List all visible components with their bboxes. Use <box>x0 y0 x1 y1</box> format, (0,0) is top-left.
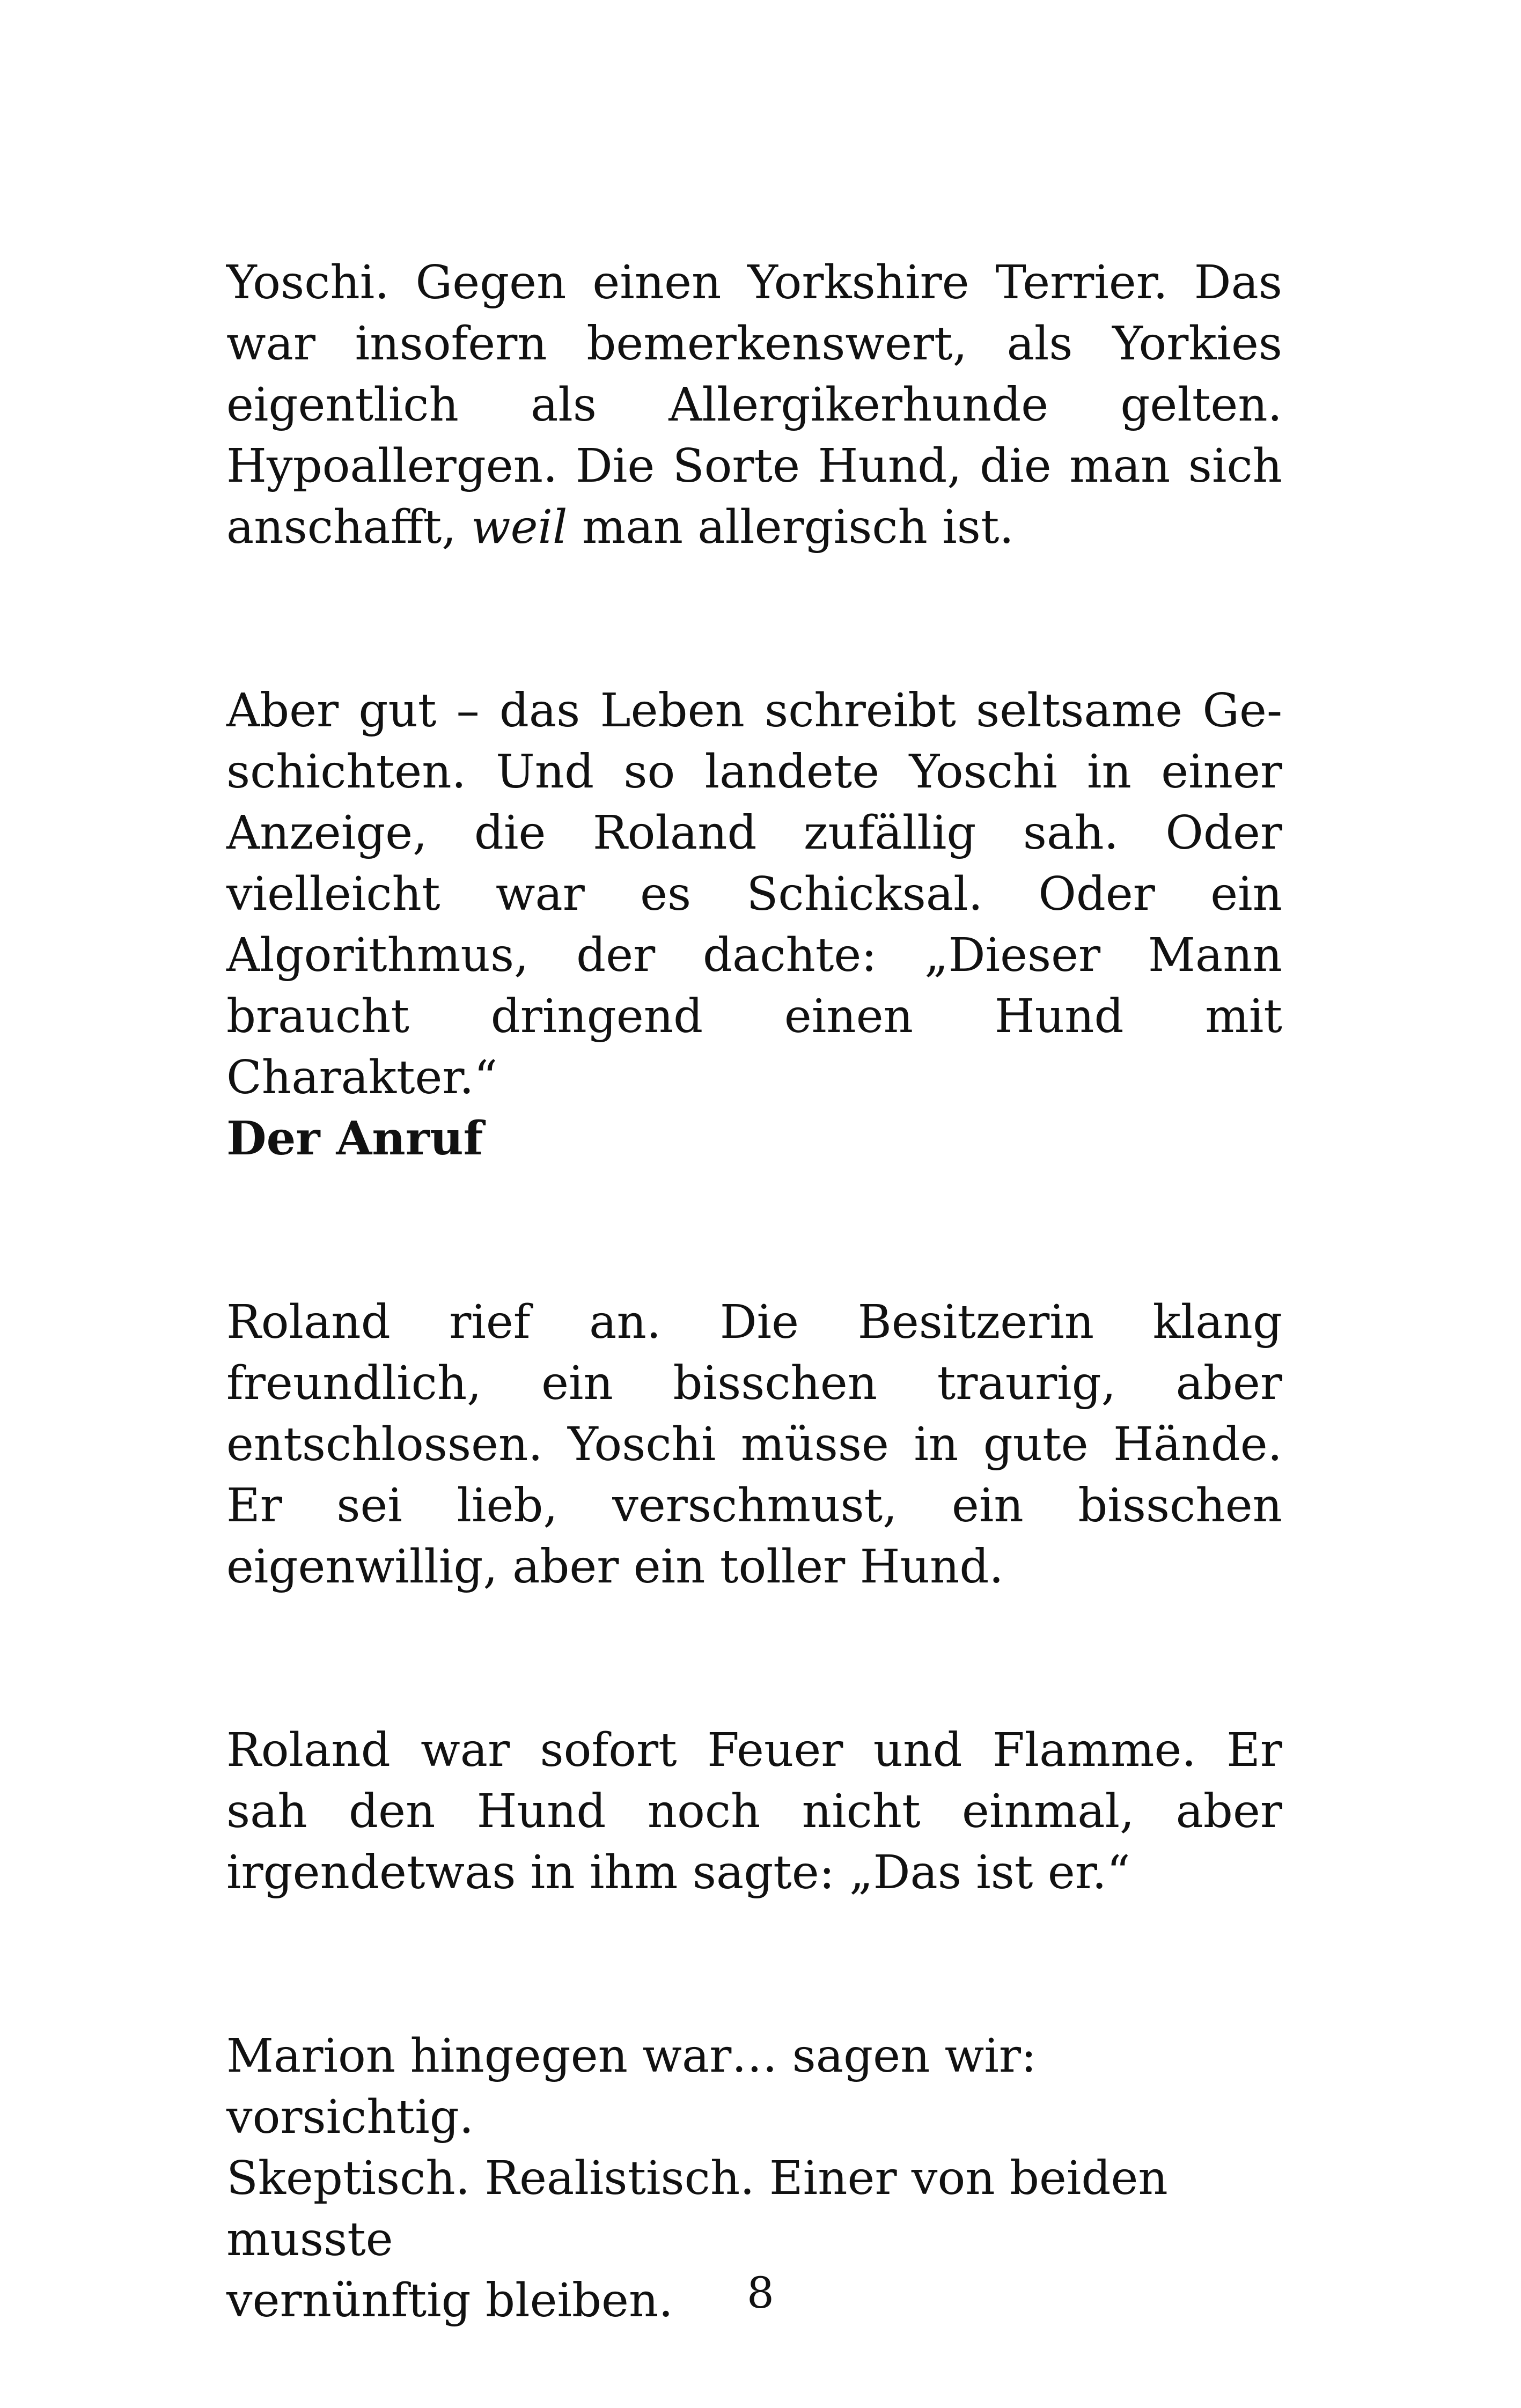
paragraph-1-part-b: man allergisch ist. <box>582 500 1014 554</box>
paragraph-1 <box>226 252 1282 558</box>
paragraph-2: Aber gut – das Leben schreibt seltsame Geschichten. Und so landete Yoschi in einer Anzeige, die Roland zufällig sah. Oder vielleicht war es Schicksal. Oder ein Algorithmus, der dachte: „Dieser Mann braucht dringend einen Hund mit Charakter.“ <box>226 684 1282 1104</box>
paragraph-5-line-3: vernünftig bleiben. <box>226 2274 673 2328</box>
paragraph-5-line-2: Skeptisch. Realistisch. Einer von beiden musste <box>226 2152 1168 2266</box>
paragraph-5-line-1: Marion hingegen war… sagen wir: vorsichtig. <box>226 2029 1037 2144</box>
paragraph-4: Roland war sofort Feuer und Flamme. Er sah den Hund noch nicht einmal, aber irgendetwas in ihm sagte: „Das ist er.“ <box>226 1724 1282 1899</box>
page-number: 8 <box>747 2268 774 2318</box>
paragraph-1-emphasis: weil <box>471 500 568 554</box>
paragraph-3: Roland rief an. Die Besitzerin klang freundlich, ein bisschen traurig, aber entschlossen. Yoschi müsse in gute Hände. Er sei lieb, verschmust, ein bisschen eigenwillig, aber ein toller Hund. <box>226 1295 1282 1594</box>
page-body <box>226 252 1282 2331</box>
section-heading: Der Anruf <box>226 1111 483 1166</box>
paragraph-1-part-a: Yoschi. Gegen einen Yorkshire Terrier. Das war insofern bemerkenswert, als Yorkies eigentlich als Allergikerhunde gelten. Hypoallergen. Die Sorte Hund, die man sich anschafft, <box>226 256 1282 554</box>
